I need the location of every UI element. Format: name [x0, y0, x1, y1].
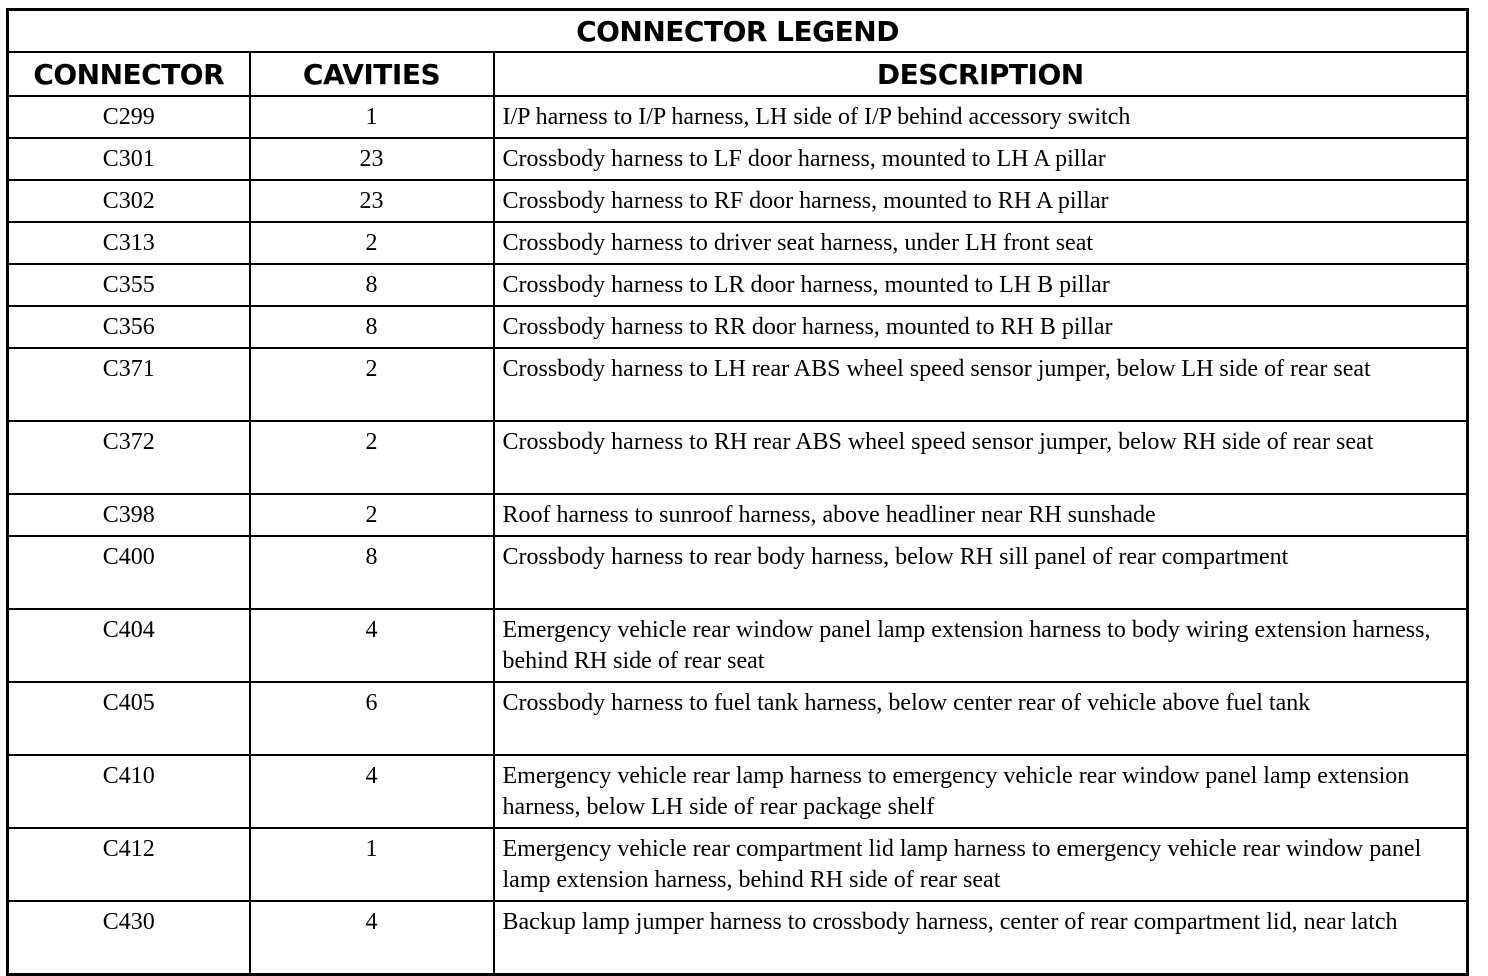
cavities-cell: 4 [250, 755, 494, 828]
description-cell: Roof harness to sunroof harness, above headliner near RH sunshade [494, 494, 1468, 536]
table-row [8, 222, 1468, 264]
cavities-cell: 8 [250, 536, 494, 609]
connector-cell: C412 [8, 828, 250, 901]
connector-cell: C398 [8, 494, 250, 536]
connector-cell: C299 [8, 96, 250, 138]
table-row [8, 96, 1468, 138]
connector-cell: C356 [8, 306, 250, 348]
table-row [8, 264, 1468, 306]
description-cell: Crossbody harness to RR door harness, mounted to RH B pillar [494, 306, 1468, 348]
connector-cell: C355 [8, 264, 250, 306]
cavities-cell: 2 [250, 222, 494, 264]
cavities-cell: 2 [250, 494, 494, 536]
table-row [8, 306, 1468, 348]
table-row [8, 682, 1468, 755]
table-row [8, 421, 1468, 494]
connector-cell: C405 [8, 682, 250, 755]
connector-cell: C302 [8, 180, 250, 222]
connector-cell: C400 [8, 536, 250, 609]
description-cell: Crossbody harness to RF door harness, mounted to RH A pillar [494, 180, 1468, 222]
column-header-description: DESCRIPTION [494, 52, 1468, 96]
table-row [8, 755, 1468, 828]
description-cell: Crossbody harness to LH rear ABS wheel speed sensor jumper, below LH side of rear seat [494, 348, 1468, 421]
cavities-cell: 4 [250, 609, 494, 682]
connector-cell: C371 [8, 348, 250, 421]
table-row [8, 609, 1468, 682]
description-cell: Crossbody harness to RH rear ABS wheel speed sensor jumper, below RH side of rear seat [494, 421, 1468, 494]
table-row [8, 828, 1468, 901]
cavities-cell: 8 [250, 306, 494, 348]
connector-cell: C372 [8, 421, 250, 494]
connector-cell: C313 [8, 222, 250, 264]
description-cell: Crossbody harness to fuel tank harness, below center rear of vehicle above fuel tank [494, 682, 1468, 755]
description-cell: Emergency vehicle rear lamp harness to emergency vehicle rear window panel lamp extension harness, below LH side of rear package shelf [494, 755, 1468, 828]
cavities-cell: 6 [250, 682, 494, 755]
table-row [8, 180, 1468, 222]
connector-cell: C410 [8, 755, 250, 828]
table-row [8, 138, 1468, 180]
description-cell: Emergency vehicle rear compartment lid lamp harness to emergency vehicle rear window panel lamp extension harness, behind RH side of rear seat [494, 828, 1468, 901]
cavities-cell: 4 [250, 901, 494, 975]
table-row [8, 536, 1468, 609]
connector-cell: C430 [8, 901, 250, 975]
table-row [8, 901, 1468, 975]
cavities-cell: 8 [250, 264, 494, 306]
column-header-cavities: CAVITIES [250, 52, 494, 96]
connector-cell: C301 [8, 138, 250, 180]
description-cell: I/P harness to I/P harness, LH side of I/P behind accessory switch [494, 96, 1468, 138]
table-row [8, 348, 1468, 421]
description-cell: Backup lamp jumper harness to crossbody harness, center of rear compartment lid, near latch [494, 901, 1468, 975]
description-cell: Emergency vehicle rear window panel lamp extension harness to body wiring extension harness, behind RH side of rear seat [494, 609, 1468, 682]
cavities-cell: 1 [250, 828, 494, 901]
cavities-cell: 2 [250, 348, 494, 421]
description-cell: Crossbody harness to rear body harness, below RH sill panel of rear compartment [494, 536, 1468, 609]
description-cell: Crossbody harness to LF door harness, mounted to LH A pillar [494, 138, 1468, 180]
table-row [8, 494, 1468, 536]
cavities-cell: 1 [250, 96, 494, 138]
cavities-cell: 2 [250, 421, 494, 494]
connector-legend-table [6, 8, 1469, 976]
cavities-cell: 23 [250, 180, 494, 222]
description-cell: Crossbody harness to LR door harness, mounted to LH B pillar [494, 264, 1468, 306]
cavities-cell: 23 [250, 138, 494, 180]
table-title: CONNECTOR LEGEND [8, 10, 1468, 53]
column-header-connector: CONNECTOR [8, 52, 250, 96]
connector-cell: C404 [8, 609, 250, 682]
description-cell: Crossbody harness to driver seat harness, under LH front seat [494, 222, 1468, 264]
